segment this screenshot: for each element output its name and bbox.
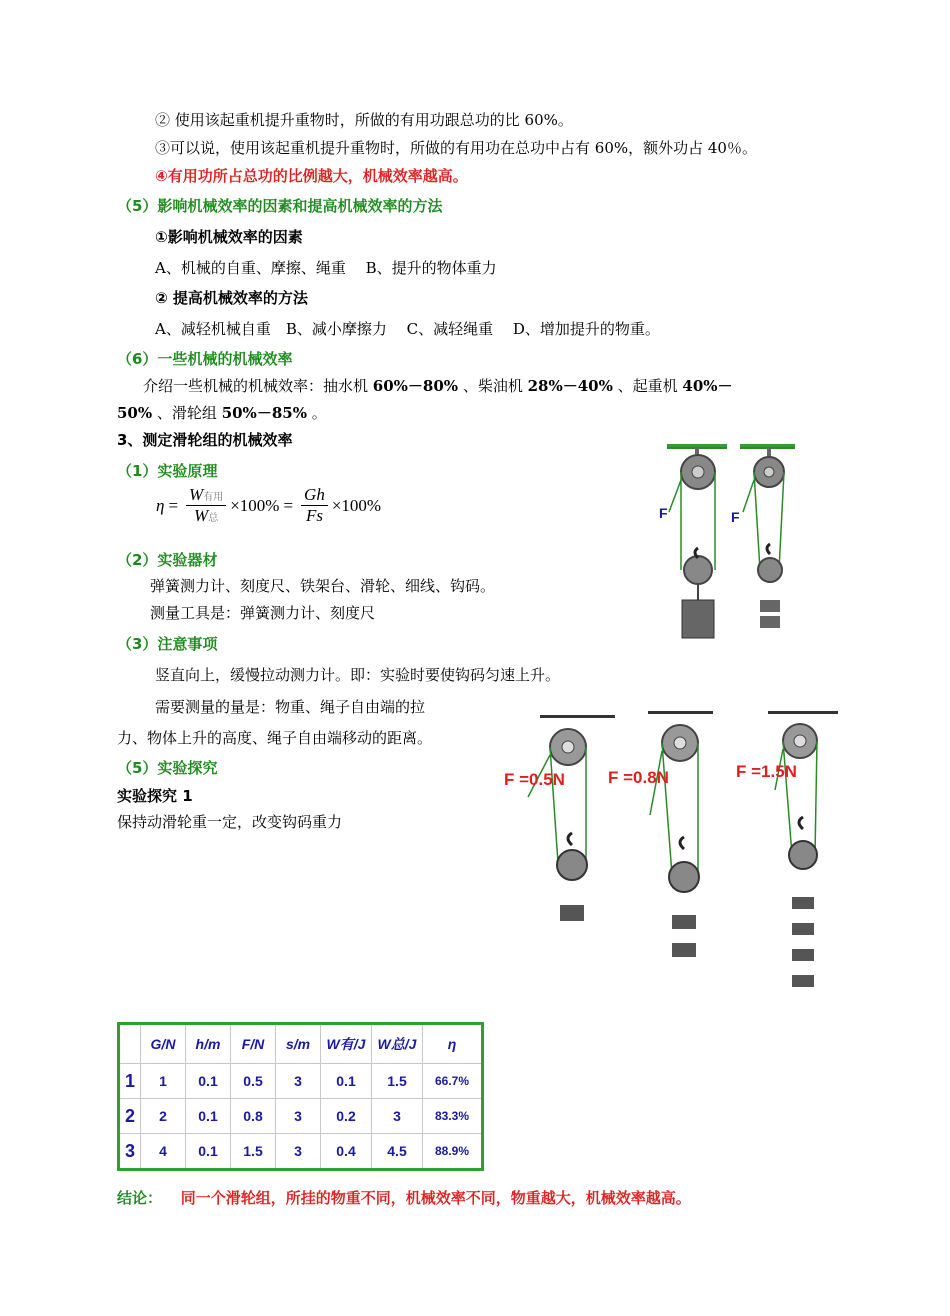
movable-pulley-3	[789, 841, 817, 869]
heading-equipment: （2）实验器材	[117, 551, 218, 569]
cell-w-useful: 0.4	[321, 1134, 372, 1170]
cell-eta: 88.9%	[423, 1134, 483, 1170]
cell-w-total: 4.5	[372, 1134, 423, 1170]
examples-line-2: 50% 、滑轮组 50%－85% 。	[117, 404, 327, 422]
measuring-tools: 测量工具是：弹簧测力计、刻度尺	[150, 604, 376, 622]
experiment-1-title: 实验探究 1	[117, 787, 193, 805]
force-label-top-right: F	[731, 509, 740, 525]
cell-f: 0.8	[231, 1099, 276, 1134]
quantities-line-2: 力、物体上升的高度、绳子自由端移动的距离。	[117, 729, 433, 747]
subheading-factors: ①影响机械效率的因素	[155, 228, 303, 246]
cell-f: 1.5	[231, 1134, 276, 1170]
cell-h: 0.1	[186, 1064, 231, 1099]
cell-w-total: 3	[372, 1099, 423, 1134]
heading-principle: （1）实验原理	[117, 462, 218, 480]
table-row	[119, 1099, 483, 1134]
movable-pulley-2	[669, 862, 699, 892]
cell-g: 1	[141, 1064, 186, 1099]
conclusion-label: 结论：	[117, 1189, 163, 1207]
efficiency-formula: η = $\frac{\text{W有用}}{\text{W总}}$ ×100% = $\frac{Gh}{Fs}$ ×100%	[156, 485, 382, 525]
improve-list: A、减轻机械自重 B、减小摩擦力 C、减轻绳重 D、增加提升的物重。	[155, 320, 660, 338]
cell-eta: 66.7%	[423, 1064, 483, 1099]
cell-f: 0.5	[231, 1064, 276, 1099]
heading-notes: （3）注意事项	[117, 635, 218, 653]
line-key-point: ④有用功所占总功的比例越大，机械效率越高。	[155, 167, 468, 185]
force-label-3: F =1.5N	[736, 762, 797, 781]
cell-h: 0.1	[186, 1134, 231, 1170]
experiment-1-desc: 保持动滑轮重一定，改变钩码重力	[117, 813, 343, 831]
cell-g: 4	[141, 1134, 186, 1170]
subheading-improve: ② 提高机械效率的方法	[155, 289, 308, 307]
heading-factors: （5）影响机械效率的因素和提高机械效率的方法	[117, 197, 443, 215]
header-h: h/m	[186, 1024, 231, 1064]
header-eta: η	[423, 1024, 483, 1064]
row-index: 2	[119, 1099, 141, 1134]
movable-pulley-left	[684, 556, 712, 584]
cell-s: 3	[276, 1134, 321, 1170]
cell-w-total: 1.5	[372, 1064, 423, 1099]
cell-w-useful: 0.2	[321, 1099, 372, 1134]
line-useful-extra-work: ③可以说，使用该起重机提升重物时，所做的有用功在总功中占有 60%，额外功占 40％。	[155, 139, 757, 157]
table-row	[119, 1134, 483, 1170]
cell-s: 3	[276, 1064, 321, 1099]
force-label-2: F =0.8N	[608, 768, 669, 787]
cell-s: 3	[276, 1099, 321, 1134]
heading-explore: （5）实验探究	[117, 759, 218, 777]
results-table	[117, 1022, 484, 1171]
header-s: s/m	[276, 1024, 321, 1064]
weight-block-left	[682, 600, 714, 638]
header-g: G/N	[141, 1024, 186, 1064]
header-w-total: W总/J	[372, 1024, 423, 1064]
header-w-useful: W有/J	[321, 1024, 372, 1064]
examples-line-1: 介绍一些机械的机械效率：抽水机 60%－80% 、柴油机 28%－40% 、起重机 40%－	[143, 377, 733, 395]
row-index: 1	[119, 1064, 141, 1099]
cell-h: 0.1	[186, 1099, 231, 1134]
header-f: F/N	[231, 1024, 276, 1064]
force-label-top-left: F	[659, 505, 668, 521]
row-index: 3	[119, 1134, 141, 1170]
quantities-line-1: 需要测量的量是：物重、绳子自由端的拉	[155, 698, 426, 716]
cell-w-useful: 0.1	[321, 1064, 372, 1099]
conclusion-text: 同一个滑轮组，所挂的物重不同，机械效率不同，物重越大，机械效率越高。	[180, 1189, 691, 1207]
force-label-1: F =0.5N	[504, 770, 565, 789]
pulley-figure-top	[655, 440, 805, 645]
section-3-title: 3、测定滑轮组的机械效率	[117, 431, 293, 449]
cell-eta: 83.3%	[423, 1099, 483, 1134]
header-index	[119, 1024, 141, 1064]
table-row	[119, 1064, 483, 1099]
pulley-figure-bottom	[500, 705, 850, 1005]
line-efficiency-ratio: ② 使用该起重机提升重物时，所做的有用功跟总功的比 60%。	[155, 111, 573, 129]
cell-g: 2	[141, 1099, 186, 1134]
notes-line: 竖直向上，缓慢拉动测力计。即：实验时要使钩码匀速上升。	[155, 666, 561, 684]
table-header-row	[119, 1024, 483, 1064]
equipment-list: 弹簧测力计、刻度尺、铁架台、滑轮、细线、钩码。	[150, 577, 496, 595]
movable-pulley-1	[557, 850, 587, 880]
conclusion	[117, 1188, 691, 1208]
movable-pulley-right	[758, 558, 782, 582]
heading-examples: （6）一些机械的机械效率	[117, 350, 293, 368]
factors-list: A、机械的自重、摩擦、绳重 B、提升的物体重力	[155, 259, 497, 277]
